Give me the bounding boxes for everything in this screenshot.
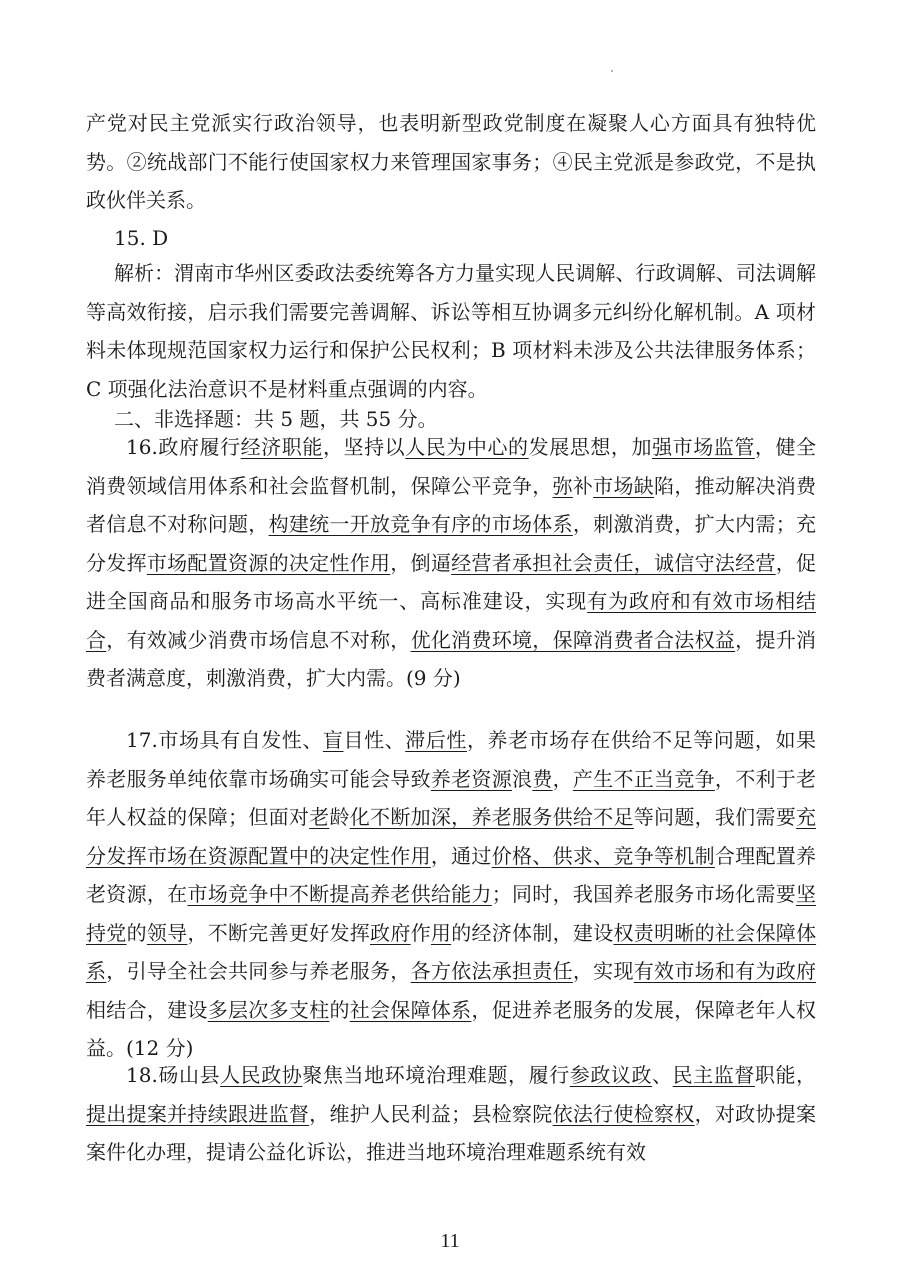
- key-point: 各方依法承担责任: [410, 959, 573, 983]
- text-run: 的经济体制，建设: [451, 920, 614, 945]
- answer-15: [86, 219, 816, 258]
- text-run: ；同时，我国养老服务市场化需要: [491, 882, 797, 906]
- text-run: 16.政府履行: [126, 435, 241, 459]
- explanation-15: [86, 254, 816, 408]
- key-point: 盲: [322, 728, 344, 752]
- key-point: 价格、供求、竞争等机制: [491, 843, 715, 868]
- answer-17: [86, 721, 816, 1068]
- text-run: ，引导全社会共同参与养老服务，: [106, 959, 411, 983]
- key-point: 领导: [146, 920, 188, 945]
- text-run: ，通过: [430, 843, 492, 868]
- text-run: ，养老市场存在供给不足等问题，如果养老服务单纯依靠市场确实可能会导致: [86, 728, 817, 791]
- key-point: 优化消费环境，保障消费者合法权益: [410, 627, 736, 652]
- text-run: 产党对民主党派实行政治领导，也表明新型政党制度在凝聚人心方面具有独特优势。②统战部门不能行使国家权力来管理国家事务；④民主党派是参政党，不是执政伙伴关系。: [86, 111, 816, 212]
- key-point: 人民为中心的: [405, 435, 529, 459]
- text-run: ，对政协提案案件化办理，提请公益化诉讼，推进当地环境治理难题系统有效: [86, 1101, 817, 1164]
- key-point: 市场配置资源的决定性作用: [146, 550, 391, 575]
- key-point: 提出提案并持续跟进监督: [86, 1101, 310, 1126]
- key-point: 市场竞争中不断提高养老供给能力: [187, 882, 492, 906]
- text-run: 相结合，建设: [86, 997, 208, 1022]
- text-run: 的: [126, 920, 147, 945]
- text-run: 陷，推动解决消费者信息不对称问题，: [86, 473, 817, 536]
- key-point: 市场缺: [593, 473, 655, 498]
- answer-label: 15. D: [114, 226, 169, 250]
- key-point: 坚持党: [86, 882, 817, 945]
- key-point: 人民政协: [220, 1063, 303, 1087]
- text-run: 发展思想，加: [528, 435, 653, 459]
- key-point: 强市场监管: [652, 435, 755, 459]
- key-point: 经济职能: [240, 435, 323, 459]
- key-point: 依法行使检察权: [552, 1101, 695, 1126]
- key-point: 经营者承担社会责任，诚信守法经营: [451, 550, 776, 575]
- text-run: ，提升消费者满意度，刺激消费，扩大内需。(9 分): [86, 627, 817, 690]
- answer-18: [86, 1056, 816, 1172]
- text-run: 龄: [329, 805, 350, 829]
- key-point: 多层次多支柱: [207, 997, 330, 1022]
- text-run: 补: [572, 473, 594, 498]
- key-point: 化不断加深，养老服务供给不足: [349, 805, 634, 829]
- text-run: 18.砀山县: [126, 1063, 221, 1087]
- text-run: ，促进全国商品和服务市场高水平统一、高标准建设，实现: [86, 550, 817, 613]
- key-point: 产生不正当竞争: [572, 766, 715, 791]
- key-point: 费: [532, 766, 553, 791]
- key-point: 弥: [552, 473, 573, 498]
- scan-speck: [611, 70, 613, 72]
- text-run: ，: [552, 766, 573, 791]
- text-run: ，倒逼: [390, 550, 452, 575]
- key-point: 有为政府和有效市场相结合: [86, 589, 817, 652]
- text-run: ，有效减少消费市场信息不对称，: [106, 627, 411, 652]
- key-point: 养老资源: [430, 766, 513, 791]
- text-run: ，不利于老年人权益的保障；但面对: [86, 766, 817, 829]
- text-run: 解析：渭南市华州区委政法委统筹各方力量实现人民调解、行政调解、司法调解等高效衔接，启示我们需要完善调解、诉讼等相互协调多元纠纷化解机制。A 项材料未体现规范国家权力运行和保护公民权利；B 项材料未涉及公共法律服务体系；C 项强化法治意识不是材料重点强调的内容。: [86, 261, 816, 401]
- text-run: 、: [652, 1063, 673, 1087]
- key-point: 有效市场和有为政府: [633, 959, 817, 983]
- text-run: ，实现: [572, 959, 634, 983]
- text-run: ，健全消费领域信用体系和社会监督机制，保障公平竞争，: [86, 435, 817, 498]
- text-run: ，不断完善更好发挥: [187, 920, 371, 945]
- text-run: 17.市场具有自发性、: [126, 728, 323, 752]
- paragraph-continuation: [86, 104, 816, 220]
- answer-16: [86, 428, 816, 698]
- text-run: 浪: [512, 766, 533, 791]
- text-run: 目性、: [343, 728, 406, 752]
- text-run: ，坚持以: [322, 435, 406, 459]
- key-point: 政府: [370, 920, 411, 945]
- key-point: 用: [430, 920, 452, 945]
- key-point: 构建统一开放竞争有序的市场体系: [268, 512, 573, 536]
- text-run: 的: [329, 997, 350, 1022]
- text-run: 作: [410, 920, 431, 945]
- page-number: 11: [440, 1230, 460, 1252]
- key-point: 充分发挥市场在资源配置中的决定性作用: [86, 805, 817, 868]
- key-point: 民主监督: [672, 1063, 755, 1087]
- text-run: 合理配置养老资源，在: [86, 843, 817, 906]
- text-run: 聚焦当地环境治理难题，履行: [302, 1063, 570, 1087]
- text-run: ，维护人民利益；县检察院: [309, 1101, 553, 1126]
- key-point: 老: [309, 805, 330, 829]
- text-run: ，刺激消费，扩大内需；充分发挥: [86, 512, 817, 575]
- key-point: 权责明晰的社会保障体系: [86, 920, 817, 983]
- text-run: 等问题，我们需要: [633, 805, 797, 829]
- heading-text: 二、非选择题：共 5 题，共 55 分。: [114, 407, 438, 431]
- text-run: 职能，: [754, 1063, 817, 1087]
- text-run: ，促进养老服务的发展，保障老年人权益。(12 分): [86, 997, 817, 1060]
- key-point: 参政议政: [569, 1063, 653, 1087]
- key-point: 社会保障体系: [349, 997, 472, 1022]
- key-point: 滞后性: [405, 728, 467, 752]
